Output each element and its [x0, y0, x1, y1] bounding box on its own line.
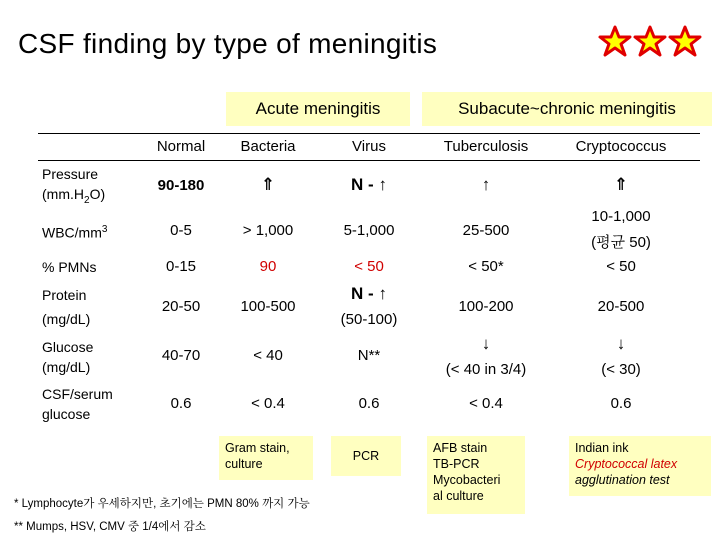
col-header-cryptococcus: Cryptococcus — [575, 138, 667, 155]
pmn-tb: < 50* — [468, 258, 504, 275]
ratio-normal: 0.6 — [170, 395, 192, 412]
row-label-glucose: Glucose (mg/dL) — [42, 339, 94, 375]
page-title: CSF finding by type of meningitis — [18, 28, 438, 59]
pressure-crypto-double-up-arrow-icon: ⇑ — [613, 175, 629, 194]
ratio-virus: 0.6 — [358, 395, 380, 412]
star-icon — [600, 27, 630, 55]
test-note-virus: PCR — [331, 436, 401, 476]
glucose-crypto-down-arrow-icon: ↓ — [616, 334, 626, 353]
pmn-bacteria: 90 — [259, 258, 277, 275]
pressure-bacteria-double-up-arrow-icon: ⇑ — [260, 175, 276, 194]
row-label-wbc: WBC/$mm^3$ — [42, 224, 108, 241]
row-label-protein: Protein (mg/dL) — [42, 287, 91, 327]
pressure-virus: N - ↑ — [351, 175, 387, 194]
wbc-crypto-mean: (평균 50) — [591, 234, 651, 251]
row-label-csf-serum-glucose: CSF/serum glucose — [42, 386, 113, 422]
glucose-crypto: (< 30) — [601, 361, 641, 378]
protein-virus-trend: N - ↑ — [351, 284, 387, 303]
pressure-tb-up-arrow-icon: ↑ — [481, 175, 491, 194]
glucose-virus: N** — [357, 347, 381, 364]
glucose-normal: 40-70 — [161, 347, 201, 364]
glucose-tb: (< 40 in 3/4) — [445, 361, 527, 378]
wbc-tb: 25-500 — [462, 222, 510, 239]
pressure-normal: 90-180 — [157, 177, 205, 194]
test-note-tuberculosis: AFB stain TB-PCR Mycobacteri al culture — [427, 436, 525, 514]
footnote-glucose-viral: ** Mumps, HSV, CMV 중 1/4에서 감소 — [14, 521, 206, 533]
pmn-crypto: < 50 — [606, 258, 636, 275]
row-label-pmn: % PMNs — [42, 259, 97, 275]
protein-crypto: 20-500 — [597, 298, 645, 315]
row-label-pressure: Pressure $(mm.H_2O)$ — [42, 166, 106, 206]
wbc-normal: 0-5 — [170, 222, 192, 239]
protein-tb: 100-200 — [458, 298, 514, 315]
glucose-tb-down-arrow-icon: ↓ — [481, 334, 491, 353]
col-header-normal: Normal — [156, 138, 206, 155]
test-note-bacteria: Gram stain, culture — [219, 436, 313, 480]
rating-stars — [598, 24, 702, 60]
glucose-bacteria: < 40 — [253, 347, 283, 364]
col-header-bacteria: Bacteria — [240, 138, 296, 155]
table-top-rule — [38, 133, 700, 134]
table-header-rule — [38, 160, 700, 161]
group-header-chronic: Subacute~chronic meningitis — [422, 92, 712, 126]
col-header-tuberculosis: Tuberculosis — [443, 138, 529, 155]
group-header-acute: Acute meningitis — [226, 92, 410, 126]
wbc-bacteria: > 1,000 — [242, 222, 294, 239]
wbc-virus: 5-1,000 — [343, 222, 395, 239]
protein-normal: 20-50 — [161, 298, 201, 315]
star-icon — [635, 27, 665, 55]
star-icon — [670, 27, 700, 55]
ratio-tb: < 0.4 — [469, 395, 503, 412]
test-note-cryptococcus: Indian ink Cryptococcal latex agglutination test — [569, 436, 711, 496]
protein-bacteria: 100-500 — [240, 298, 296, 315]
col-header-virus: Virus — [352, 138, 386, 155]
pmn-virus: < 50 — [354, 258, 384, 275]
footnote-lymphocyte: * Lymphocyte가 우세하지만, 초기에는 PMN 80% 까지 가능 — [14, 498, 310, 510]
wbc-crypto: 10-1,000 — [591, 208, 651, 225]
pmn-normal: 0-15 — [165, 258, 197, 275]
ratio-bacteria: < 0.4 — [251, 395, 285, 412]
protein-virus: (50-100) — [340, 311, 398, 328]
ratio-crypto: 0.6 — [610, 395, 632, 412]
